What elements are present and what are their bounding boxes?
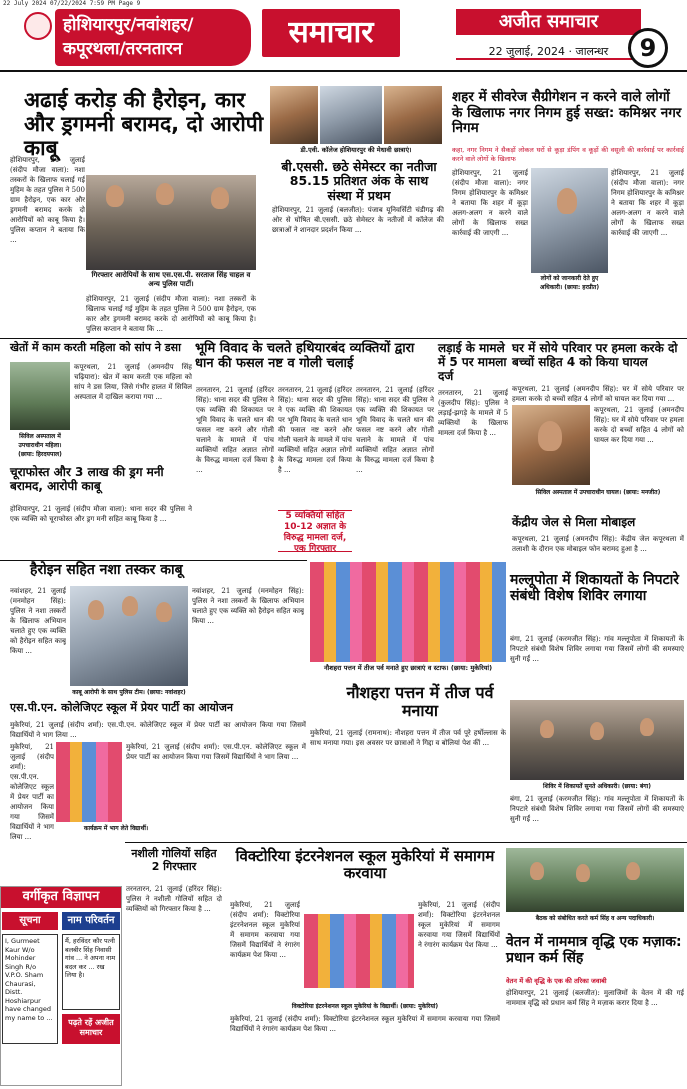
crest-icon — [24, 12, 52, 40]
malupota-body-2: बंगा, 21 जुलाई (करमजीत सिंह): गांव मल्लूपोता में शिकायतों के निपटारे संबंधी विशेष शिविर लगाया गया जिसमें लोगों की समस्याएं सुनी गईं ... — [510, 795, 684, 823]
region-line-1: होशियारपुर/नवांशहर/ — [63, 15, 194, 35]
row-rule-1 — [0, 338, 687, 339]
sewage-body-2: होशियारपुर, 21 जुलाई (संदीप मौजा वाला): नगर निगम होशियारपुर के कमिश्नर ने बताया कि शहर में कूड़ा अलग-अलग न करने वाले लोगों के खिलाफ सख्त कार्रवाई की जाएगी ... — [611, 169, 684, 237]
smuggler-headline: हैरोइन सहित नशा तस्कर काबू — [30, 562, 183, 578]
student-photo-3 — [384, 86, 442, 144]
family-body-2: कपूरथला, 21 जुलाई (अमनदीप सिंह): घर में सोये परिवार पर हमला करके दो बच्चों सहित 4 लोगों को घायल कर दिया गया ... — [594, 406, 684, 444]
name-change-ad: मैं, हरविंदर कौर पत्नी बलबीर सिंह निवासी गांव ... ने अपना नाम बदल कर ... रख लिया है। — [62, 934, 120, 1010]
classified-title: वर्गीकृत विज्ञापन — [0, 886, 122, 908]
land-headline: भूमि विवाद के चलते हथियारबंद व्यक्तियों द्वारा धान की फसल नष्ट व गोली चलाई — [195, 341, 415, 371]
snake-photo — [10, 362, 70, 430]
heroin-body-2: होशियारपुर, 21 जुलाई (संदीप मौजा वाला): नशा तस्करों के खिलाफ चलाई गई मुहिम के तहत पुलिस ने 500 ग्राम हैरोइन, एक कार और ड्रगमनी बरामद करके दो आरोपियों को काबू किया है। पुलिस कप्तान ने बताया कि ... — [86, 295, 256, 333]
land-body-3: तरनतारन, 21 जुलाई (हरिंदर सिंह): थाना सदर की पुलिस ने एक व्यक्ति की शिकायत पर भूमि विवाद के चलते धान की फसल नष्ट करने और गोली चलाने के मामले में पांच व्यक्तियों सहित अज्ञात लोगों के विरुद्ध मामला दर्ज किया है ... — [356, 386, 434, 474]
issue-city: जालन्धर — [575, 45, 609, 58]
sewage-body: होशियारपुर, 21 जुलाई (संदीप मौजा वाला): नगर निगम होशियारपुर के कमिश्नर ने बताया कि शहर में कूड़ा अलग-अलग न करने वाले लोगों के खिलाफ सख्त कार्रवाई की जाएगी ... — [452, 169, 528, 237]
bsc-photo-caption: डी.एवी. कॉलेज होशियारपुर की मेधावी छात्राएं। — [300, 146, 412, 154]
sewage-photo — [531, 168, 608, 273]
salary-subhead: वेतन में की वृद्धि के एक की तरिका जवाबी — [506, 977, 607, 985]
ad-footer: पढ़ते रहें अजीत समाचार — [62, 1014, 120, 1044]
snake-body: कपूरथला, 21 जुलाई (अमनदीप सिंह चढ़ियारा): खेत में काम करती एक महिला को सांप ने डस लिया, जिसे गंभीर हालत में सिविल अस्पताल में दाखिल कराया गया ... — [74, 363, 192, 401]
sewage-headline: शहर में सीवरेज सैग्रीगेशन न करने वाले लोगों के खिलाफ नगर निगम हुई सख्त: कमिश्नर नगर निगम — [452, 89, 682, 137]
victoria-body-2: मुकेरियां, 21 जुलाई (संदीप शर्मा): विक्टोरिया इंटरनेशनल स्कूल मुकेरियां में समागम करवाया गया जिसमें विद्यार्थियों ने रंगारंग कार्यक्रम पेश किया ... — [418, 901, 500, 949]
salary-body: होशियारपुर, 21 जुलाई (बलजीत): मुलाजिमों के वेतन में की गई नाममात्र वृद्धि को प्रधान कर्म सिंह ने मज़ाक करार दिया है ... — [506, 989, 684, 1007]
heroin-caption: गिरफ्तार आरोपियों के साथ एस.एस.पी. सरताज सिंह चाहल व अन्य पुलिस पार्टी। — [91, 271, 251, 288]
malupota-photo — [510, 700, 684, 780]
prayer-body-3: मुकेरियां, 21 जुलाई (संदीप शर्मा): एस.पी.एन. कोलेजिएट स्कूल में प्रेयर पार्टी का आयोजन किया गया जिसमें विद्यार्थियों ने भाग लिया ... — [126, 743, 306, 761]
malupota-caption: शिविर में शिकायतें सुनते अधिकारी। (छाया: बंगा) — [543, 783, 651, 790]
victoria-headline: विक्टोरिया इंटरनेशनल स्कूल मुकेरियां में समागम करवाया — [235, 847, 495, 883]
family-headline: घर में सोये परिवार पर हमला करके दो बच्चों सहित 4 को किया घायल — [512, 341, 678, 369]
fight-headline: लड़ाई के मामले में 5 पर मामला दर्ज — [438, 341, 507, 383]
masthead-rule — [0, 70, 687, 72]
smuggler-body-2: नवांशहर, 21 जुलाई (मनमोहन सिंह): पुलिस ने नशा तस्करों के खिलाफ अभियान चलाते हुए एक व्यक्ति को हैरोइन सहित काबू किया ... — [192, 587, 304, 625]
name-change-tag: नाम परिवर्तन — [62, 912, 120, 930]
bsc-headline: बी.एससी. छठे सेमेस्टर का नतीजा 85.15 प्रतिशत अंक के साथ संस्था में प्रथम — [281, 159, 437, 203]
family-photo — [512, 405, 590, 485]
victoria-body-3: मुकेरियां, 21 जुलाई (संदीप शर्मा): विक्टोरिया इंटरनेशनल स्कूल मुकेरियां में समागम करवाया गया जिसमें विद्यार्थियों ने रंगारंग कार्यक्रम पेश किया ... — [230, 1015, 500, 1033]
student-photo-1 — [270, 86, 318, 144]
row-rule-2 — [0, 560, 307, 561]
fight-body: तरनतारन, 21 जुलाई (कुलदीप सिंह): पुलिस ने लड़ाई-झगड़े के मामले में 5 व्यक्तियों के खिलाफ मामला दर्ज किया है ... — [438, 389, 508, 437]
snake-caption: सिविल अस्पताल में उपचाराधीन महिला। (छाया: हिरदयपाल) — [18, 433, 62, 458]
jail-body: कपूरथला, 21 जुलाई (अमनदीप सिंह): केंद्रीय जेल कपूरथला में तलाशी के दौरान एक मोबाइल फोन बरामद हुआ है ... — [512, 535, 684, 553]
teej-headline: नौशहरा पत्तन में तीज पर्व मनाया — [346, 683, 494, 721]
salary-photo — [506, 848, 684, 912]
issue-date: 22 जुलाई, 2024 — [488, 45, 566, 58]
teej-caption: नौशहरा पत्तन में तीज पर्व मनाते हुए छात्राएं व स्टाफ। (छाया: मुकेरियां) — [323, 664, 493, 672]
drugmoney-headline: चूराफोस्त और 3 लाख की ड्रग मनी बरामद, आरोपी काबू — [10, 465, 164, 493]
drugmoney-body: होशियारपुर, 21 जुलाई (संदीप मौजा वाला): थाना सदर की पुलिस ने एक व्यक्ति को चूराफोस्त और ड्रग मनी सहित काबू किया है ... — [10, 505, 192, 523]
sewage-subhead: कहा, नगर निगम ने सैकड़ों लोकल घरों से कूड़ा डंपिंग व कूड़ों की वसूली की कार्रवाई पर कार्रवाई करने वाले लोगों के खिलाफ — [452, 146, 684, 163]
region-banner — [55, 9, 251, 66]
dateline-separator: · — [568, 45, 576, 58]
notice-ad: I, Gurmeet Kaur W/o Mohinder Singh R/o V.P.O. Sham Chaurasi, Distt. Hoshiarpur have changed my name to ... — [2, 934, 58, 1044]
heroin-body: होशियारपुर, 21 जुलाई (संदीप मौजा वाला): नशा तस्करों के खिलाफ चलाई गई मुहिम के तहत पुलिस ने 500 ग्राम हैरोइन, एक कार और ड्रगमनी बरामद करके दो आरोपियों को काबू किया है। पुलिस कप्तान ने बताया कि ... — [10, 156, 85, 244]
notice-tag: सूचना — [2, 912, 58, 930]
family-caption: सिविल अस्पताल में उपचाराधीन घायल। (छाया: मनजीत) — [535, 489, 661, 496]
region-line-2: कपूरथला/तरनतारन — [63, 39, 183, 59]
smuggler-caption: काबू आरोपी के साथ पुलिस टीम। (छाया: नवांशहर) — [72, 689, 186, 696]
prayer-body-2: मुकेरियां, 21 जुलाई (संदीप शर्मा): एस.पी.एन. कोलेजिएट स्कूल में प्रेयर पार्टी का आयोजन किया गया जिसमें विद्यार्थियों ने भाग लिया ... — [10, 743, 54, 841]
salary-caption: बैठक को संबोधित करते कर्म सिंह व अन्य पदाधिकारी। — [535, 915, 655, 922]
victoria-body: मुकेरियां, 21 जुलाई (संदीप शर्मा): विक्टोरिया इंटरनेशनल स्कूल मुकेरियां में समागम करवाया गया जिसमें विद्यार्थियों ने रंगारंग कार्यक्रम पेश किया ... — [230, 901, 300, 959]
heroin-headline: अढाई करोड़ की हैरोइन, कार और ड्रगमनी बरामद, दो आरोपी काबू — [24, 88, 264, 161]
malupota-body: बंगा, 21 जुलाई (करमजीत सिंह): गांव मल्लूपोता में शिकायतों के निपटारे संबंधी विशेष शिविर लगाया गया जिसमें लोगों की समस्याएं सुनी गईं ... — [510, 635, 684, 663]
jail-headline: केंद्रीय जेल से मिला मोबाइल — [512, 515, 636, 529]
section-title: समाचार — [262, 9, 400, 57]
land-body-2: तरनतारन, 21 जुलाई (हरिंदर सिंह): थाना सदर की पुलिस ने एक व्यक्ति की शिकायत पर भूमि विवाद के चलते धान की फसल नष्ट करने और गोली चलाने के मामले में पांच व्यक्तियों सहित अज्ञात लोगों के विरुद्ध मामला दर्ज किया है ... — [278, 386, 352, 474]
paper-title: अजीत समाचार — [456, 9, 641, 35]
land-body: तरनतारन, 21 जुलाई (हरिंदर सिंह): थाना सदर की पुलिस ने एक व्यक्ति की शिकायत पर भूमि विवाद के चलते धान की फसल नष्ट करने और गोली चलाने के मामले में पांच व्यक्तियों सहित अज्ञात लोगों के विरुद्ध मामला दर्ज किया है ... — [196, 386, 274, 474]
bsc-body: होशियारपुर, 21 जुलाई (बलजीत): पंजाब यूनिवर्सिटी चंडीगढ़ की ओर से घोषित बी.एससी. छठे सेमेस्टर के नतीजों में कॉलेज की छात्राओं ने शानदार प्रदर्शन किया ... — [272, 206, 444, 234]
victoria-caption: विक्टोरिया इंटरनेशनल स्कूल मुकेरियां के विद्यार्थी। (छाया: मुकेरियां) — [291, 1003, 439, 1010]
student-photo-2 — [320, 86, 382, 144]
smuggler-body: नवांशहर, 21 जुलाई (मनमोहन सिंह): पुलिस ने नशा तस्करों के खिलाफ अभियान चलाते हुए एक व्यक्ति को हैरोइन सहित काबू किया ... — [10, 587, 66, 655]
prayer-photo — [56, 742, 122, 822]
victoria-photo-1 — [304, 914, 414, 988]
bullets-body: तरनतारन, 21 जुलाई (हरिंदर सिंह): पुलिस ने नशीली गोलियों सहित दो व्यक्तियों को गिरफ्तार किया है ... — [126, 885, 222, 913]
bullets-headline: नशीली गोलियों सहित 2 गिरफ्तार — [131, 847, 217, 873]
snake-headline: खेतों में काम करती महिला को सांप ने डसा — [10, 341, 181, 354]
prayer-headline: एस.पी.एन. कोलेजिएट स्कूल में प्रेयर पार्टी का आयोजन — [10, 701, 233, 714]
prayer-body: मुकेरियां, 21 जुलाई (संदीप शर्मा): एस.पी.एन. कोलेजिएट स्कूल में प्रेयर पार्टी का आयोजन किया गया जिसमें विद्यार्थियों ने भाग लिया ... — [10, 721, 306, 739]
row-rule-3 — [125, 842, 687, 843]
print-slug: 22 July 2024 07/22/2024 7:59 PM Page 9 — [3, 0, 141, 7]
heroin-photo — [86, 175, 256, 270]
malupota-headline: मल्लूपोता में शिकायतों के निपटारे संबंधी विशेष शिविर लगाया — [510, 572, 679, 605]
salary-headline: वेतन में नाममात्र वृद्धि एक मज़ाक: प्रधान कर्म सिंह — [506, 934, 682, 967]
sewage-caption: लोगों को जानकारी देते हुए अधिकारी। (छाया: हरप्रीत) — [539, 275, 600, 291]
page-number: 9 — [628, 28, 668, 68]
dateline — [456, 44, 641, 60]
smuggler-photo — [70, 586, 188, 686]
prayer-caption: कार्यक्रम में भाग लेते विद्यार्थी। — [83, 825, 149, 832]
teej-photo — [310, 562, 506, 662]
land-box: 5 व्यक्तियों सहित 10-12 अज्ञात के विरुद्ध मामला दर्ज, एक गिरफ्तार — [278, 510, 352, 552]
family-body: कपूरथला, 21 जुलाई (अमनदीप सिंह): घर में सोये परिवार पर हमला करके दो बच्चों सहित 4 लोगों को घायल कर दिया गया ... — [512, 385, 684, 403]
teej-body: मुकेरियां, 21 जुलाई (रामनाथ): नौशहरा पत्तन में तीज पर्व पूरे हर्षोल्लास के साथ मनाया गया। इस अवसर पर छात्राओं ने गिद्दा व बोलियां पेश कीं ... — [310, 729, 506, 747]
